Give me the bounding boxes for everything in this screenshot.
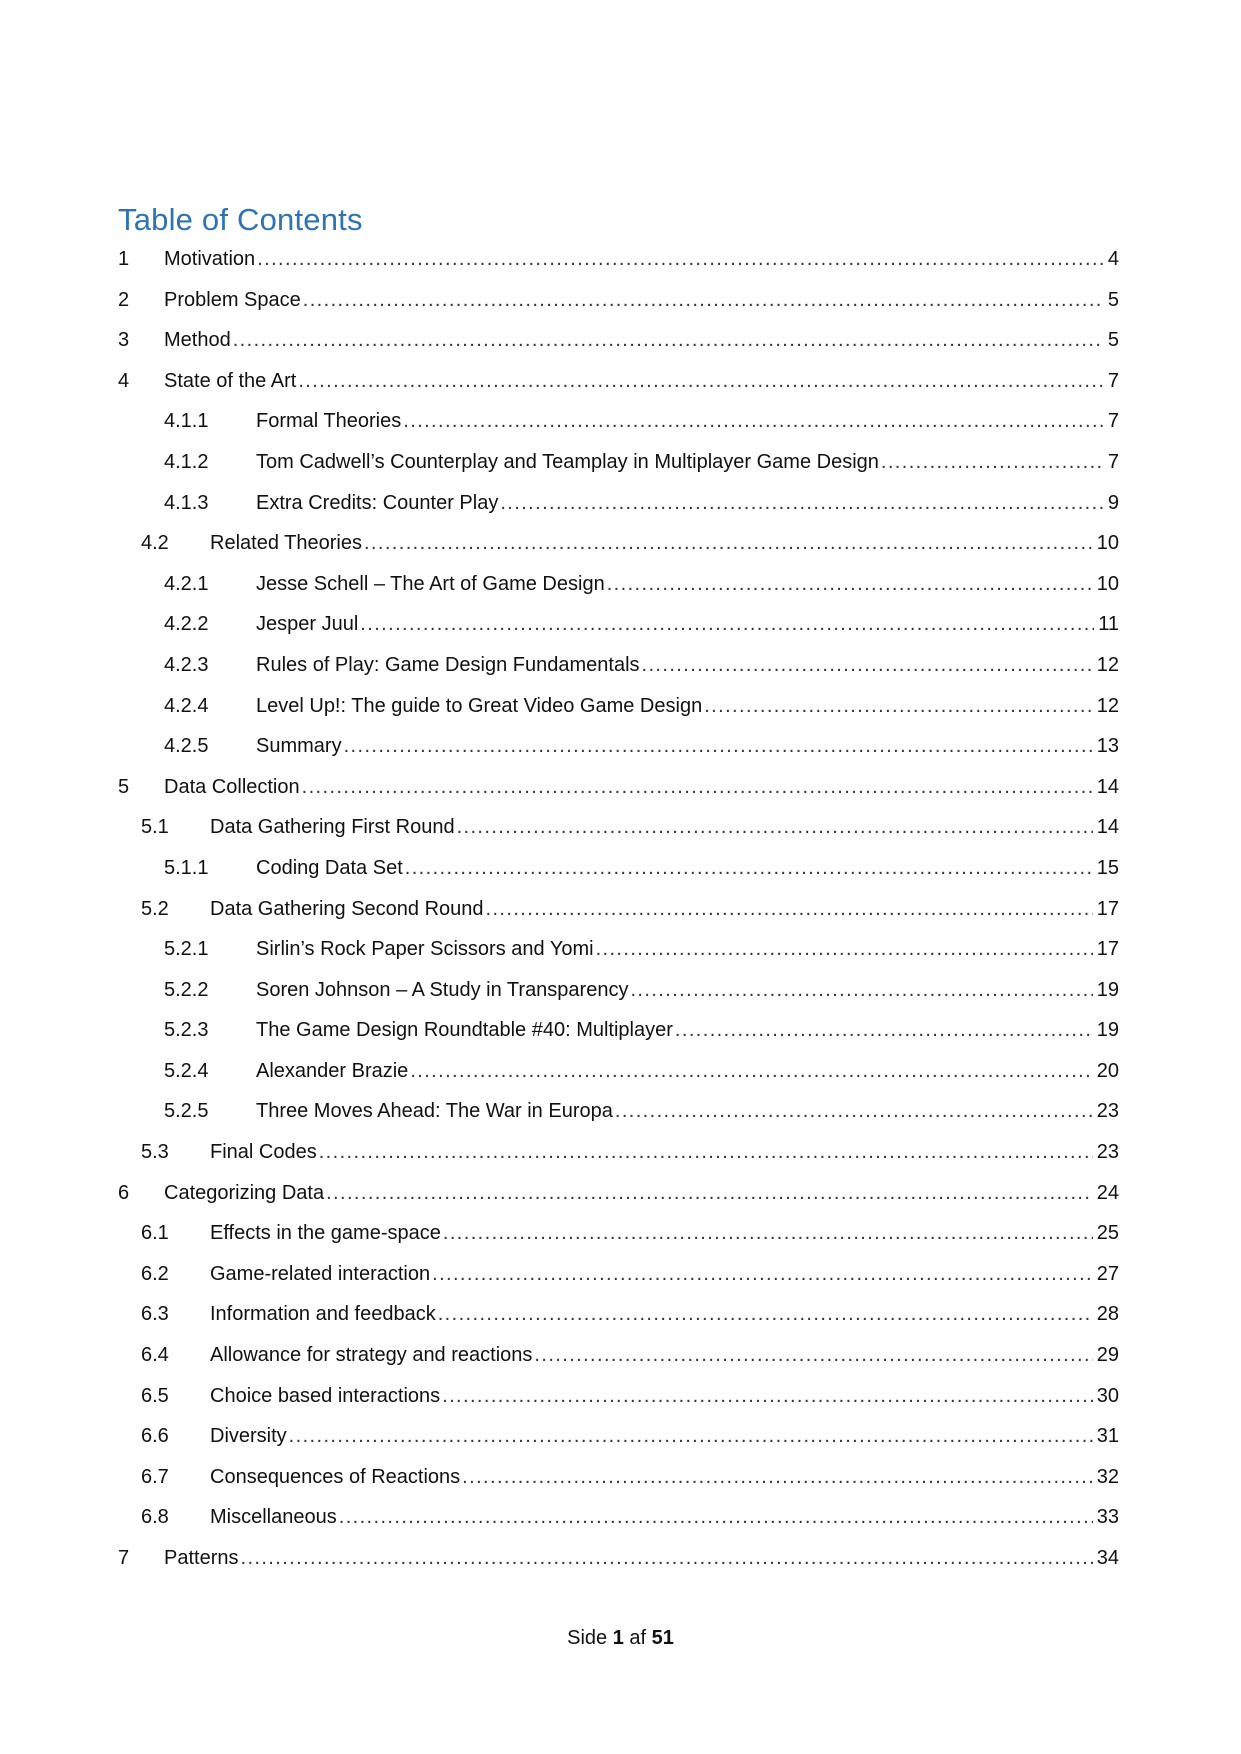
- toc-entry-page-number: 14: [1096, 816, 1119, 839]
- toc-entry[interactable]: [118, 691, 1119, 732]
- toc-entry-number: 4.1.2: [164, 450, 209, 473]
- toc-entry-number: 6: [118, 1181, 130, 1204]
- toc-entry-number: 4.2.2: [164, 613, 209, 636]
- toc-entry-page-number: 19: [1096, 978, 1119, 1001]
- toc-entry-label: Allowance for strategy and reactions: [210, 1344, 533, 1367]
- toc-entry-label: Choice based interactions: [210, 1384, 441, 1407]
- toc-entry-page-number: 27: [1096, 1262, 1119, 1285]
- toc-dot-leader: [615, 1096, 1093, 1126]
- toc-entry-label: Soren Johnson – A Study in Transparency: [256, 978, 629, 1001]
- toc-dot-leader: [457, 812, 1093, 842]
- toc-dot-leader: [326, 1178, 1093, 1208]
- toc-dot-leader: [642, 650, 1093, 680]
- toc-entry-label: Game-related interaction: [210, 1262, 431, 1285]
- toc-entry-page-number: 31: [1096, 1425, 1119, 1448]
- toc-entry[interactable]: [118, 650, 1119, 691]
- toc-entry-page-number: 9: [1107, 491, 1119, 514]
- toc-entry[interactable]: [118, 934, 1119, 975]
- toc-entry-label: Information and feedback: [210, 1303, 436, 1326]
- toc-entry-page-number: 12: [1096, 653, 1119, 676]
- toc-entry[interactable]: [118, 366, 1119, 407]
- toc-entry[interactable]: [118, 731, 1119, 772]
- toc-entry[interactable]: [118, 1462, 1119, 1503]
- toc-entry-page-number: 7: [1107, 369, 1119, 392]
- toc-entry-number: 5.2.4: [164, 1059, 209, 1082]
- toc-entry[interactable]: [118, 1178, 1119, 1219]
- toc-dot-leader: [257, 244, 1104, 274]
- toc-entry[interactable]: [118, 975, 1119, 1016]
- toc-entry-number: 4.2.5: [164, 735, 209, 758]
- toc-dot-leader: [289, 1421, 1093, 1451]
- toc-entry-page-number: 14: [1096, 775, 1119, 798]
- toc-entry[interactable]: [118, 488, 1119, 529]
- toc-entry-label: Categorizing Data: [164, 1181, 325, 1204]
- toc-dot-leader: [360, 609, 1094, 639]
- toc-entry-page-number: 4: [1107, 248, 1119, 270]
- toc-entry-page-number: 17: [1096, 938, 1119, 961]
- toc-entry-label: The Game Design Roundtable #40: Multiplayer: [256, 1019, 673, 1042]
- toc-dot-leader: [630, 975, 1092, 1005]
- toc-dot-leader: [432, 1259, 1093, 1289]
- toc-entry-page-number: 29: [1096, 1344, 1119, 1367]
- toc-entry-page-number: 11: [1098, 613, 1119, 636]
- toc-entry-number: 6.7: [141, 1465, 169, 1488]
- toc-entry-number: 6.4: [141, 1344, 169, 1367]
- toc-entry-page-number: 28: [1096, 1303, 1119, 1326]
- toc-entry-page-number: 20: [1096, 1059, 1119, 1082]
- toc-entry-number: 6.5: [141, 1384, 169, 1407]
- toc-entry[interactable]: [118, 1137, 1119, 1178]
- toc-entry-page-number: 10: [1096, 532, 1119, 555]
- toc-entry[interactable]: [118, 1259, 1119, 1300]
- toc-entry-label: Data Gathering First Round: [210, 816, 455, 839]
- toc-entry-number: 1: [118, 248, 130, 270]
- toc-entry-label: Summary: [256, 735, 342, 758]
- toc-entry-label: Coding Data Set: [256, 856, 403, 879]
- toc-entry[interactable]: [118, 1421, 1119, 1462]
- toc-entry-label: Motivation: [164, 248, 256, 270]
- toc-entry-number: 2: [118, 288, 130, 311]
- toc-dot-leader: [403, 406, 1104, 436]
- toc-entry-label: Tom Cadwell’s Counterplay and Teamplay in Multiplayer Game Design: [256, 450, 879, 473]
- toc-entry-number: 4.2.4: [164, 694, 209, 717]
- toc-entry-number: 3: [118, 329, 130, 352]
- toc-entry-label: Sirlin’s Rock Paper Scissors and Yomi: [256, 938, 594, 961]
- toc-list: [118, 244, 1119, 1584]
- toc-entry-page-number: 5: [1107, 329, 1119, 352]
- toc-entry[interactable]: [118, 569, 1119, 610]
- toc-entry-label: Final Codes: [210, 1141, 317, 1164]
- toc-entry-number: 7: [118, 1547, 130, 1569]
- page-footer: [0, 1627, 1241, 1650]
- toc-dot-leader: [596, 934, 1093, 964]
- toc-entry-number: 4.2.1: [164, 572, 209, 595]
- toc-entry-number: 4.2: [141, 532, 169, 555]
- toc-entry[interactable]: [118, 285, 1119, 326]
- toc-dot-leader: [607, 569, 1093, 599]
- toc-dot-leader: [442, 1381, 1093, 1411]
- toc-entry-number: 6.1: [141, 1222, 169, 1245]
- toc-entry-label: Formal Theories: [256, 410, 402, 433]
- toc-title: Table of Contents: [118, 202, 363, 237]
- toc-entry[interactable]: [118, 894, 1119, 935]
- toc-entry[interactable]: [118, 853, 1119, 894]
- toc-entry-number: 5.2.5: [164, 1100, 209, 1123]
- toc-entry-number: 4.2.3: [164, 653, 209, 676]
- toc-entry-number: 6.2: [141, 1262, 169, 1285]
- toc-entry-label: Consequences of Reactions: [210, 1465, 461, 1488]
- toc-entry-number: 5: [118, 775, 130, 798]
- toc-entry-number: 4.1.1: [164, 410, 209, 433]
- toc-entry-label: Level Up!: The guide to Great Video Game Design: [256, 694, 703, 717]
- toc-dot-leader: [240, 1543, 1092, 1573]
- footer-separator: af: [629, 1627, 647, 1649]
- toc-entry-number: 5.2.2: [164, 978, 209, 1001]
- toc-entry-label: Data Gathering Second Round: [210, 897, 484, 920]
- toc-entry[interactable]: [118, 1543, 1119, 1584]
- toc-dot-leader: [405, 853, 1093, 883]
- toc-entry-number: 5.2: [141, 897, 169, 920]
- toc-entry[interactable]: [118, 609, 1119, 650]
- toc-entry-page-number: 33: [1096, 1506, 1119, 1529]
- toc-dot-leader: [364, 528, 1093, 558]
- toc-entry-label: Rules of Play: Game Design Fundamentals: [256, 653, 640, 676]
- toc-dot-leader: [339, 1502, 1093, 1532]
- toc-entry[interactable]: [118, 1056, 1119, 1097]
- toc-entry-number: 5.2.1: [164, 938, 209, 961]
- toc-dot-leader: [233, 325, 1104, 355]
- toc-dot-leader: [303, 285, 1104, 315]
- toc-entry-number: 6.6: [141, 1425, 169, 1448]
- toc-entry-page-number: 24: [1096, 1181, 1119, 1204]
- toc-entry[interactable]: [118, 325, 1119, 366]
- toc-entry-label: Jesse Schell – The Art of Game Design: [256, 572, 605, 595]
- toc-entry-label: Extra Credits: Counter Play: [256, 491, 499, 514]
- toc-entry[interactable]: [118, 772, 1119, 813]
- toc-dot-leader: [438, 1299, 1093, 1329]
- toc-entry-number: 5.3: [141, 1141, 169, 1164]
- toc-entry-page-number: 23: [1096, 1141, 1119, 1164]
- footer-prefix: Side: [567, 1627, 608, 1649]
- toc-entry-page-number: 13: [1096, 735, 1119, 758]
- toc-entry-number: 4: [118, 369, 130, 392]
- toc-entry[interactable]: [118, 1340, 1119, 1381]
- toc-entry-page-number: 32: [1096, 1465, 1119, 1488]
- toc-entry-label: Diversity: [210, 1425, 287, 1448]
- toc-dot-leader: [881, 447, 1104, 477]
- toc-entry[interactable]: [118, 447, 1119, 488]
- toc-entry-number: 5.1: [141, 816, 169, 839]
- toc-entry-label: Method: [164, 329, 231, 352]
- toc-entry[interactable]: [118, 812, 1119, 853]
- toc-dot-leader: [704, 691, 1093, 721]
- toc-dot-leader: [486, 894, 1093, 924]
- footer-total-pages: 51: [651, 1627, 674, 1649]
- toc-entry-label: Miscellaneous: [210, 1506, 337, 1529]
- toc-entry-page-number: 15: [1096, 856, 1119, 879]
- toc-entry-label: Jesper Juul: [256, 613, 359, 636]
- toc-entry-page-number: 30: [1096, 1384, 1119, 1407]
- toc-dot-leader: [410, 1056, 1092, 1086]
- toc-entry-number: 5.2.3: [164, 1019, 209, 1042]
- toc-entry[interactable]: [118, 1381, 1119, 1422]
- toc-entry-label: Related Theories: [210, 532, 362, 555]
- toc-entry-page-number: 17: [1096, 897, 1119, 920]
- toc-entry[interactable]: [118, 1015, 1119, 1056]
- toc-entry-label: Data Collection: [164, 775, 300, 798]
- toc-entry[interactable]: [118, 1218, 1119, 1259]
- toc-dot-leader: [675, 1015, 1093, 1045]
- toc-entry-page-number: 23: [1096, 1100, 1119, 1123]
- toc-entry-page-number: 7: [1107, 410, 1119, 433]
- toc-entry-label: Three Moves Ahead: The War in Europa: [256, 1100, 613, 1123]
- toc-dot-leader: [298, 366, 1104, 396]
- footer-current-page: 1: [612, 1627, 624, 1649]
- toc-entry-page-number: 34: [1096, 1547, 1119, 1569]
- toc-entry-label: Problem Space: [164, 288, 301, 311]
- toc-dot-leader: [319, 1137, 1093, 1167]
- toc-entry-label: Patterns: [164, 1547, 239, 1569]
- toc-entry[interactable]: [118, 1299, 1119, 1340]
- toc-entry-label: Alexander Brazie: [256, 1059, 409, 1082]
- toc-entry-label: Effects in the game-space: [210, 1222, 441, 1245]
- toc-dot-leader: [344, 731, 1093, 761]
- toc-entry-page-number: 7: [1107, 450, 1119, 473]
- toc-dot-leader: [462, 1462, 1093, 1492]
- toc-entry-number: 6.3: [141, 1303, 169, 1326]
- toc-entry-number: 4.1.3: [164, 491, 209, 514]
- toc-entry-number: 5.1.1: [164, 856, 209, 879]
- toc-dot-leader: [500, 488, 1104, 518]
- toc-entry[interactable]: [118, 528, 1119, 569]
- toc-entry-label: State of the Art: [164, 369, 297, 392]
- toc-entry[interactable]: [118, 1502, 1119, 1543]
- toc-entry-page-number: 19: [1096, 1019, 1119, 1042]
- toc-dot-leader: [302, 772, 1093, 802]
- toc-dot-leader: [443, 1218, 1093, 1248]
- toc-entry[interactable]: [118, 1096, 1119, 1137]
- toc-entry[interactable]: [118, 244, 1119, 285]
- toc-entry-page-number: 12: [1096, 694, 1119, 717]
- toc-entry-page-number: 5: [1107, 288, 1119, 311]
- toc-entry-page-number: 25: [1096, 1222, 1119, 1245]
- toc-entry[interactable]: [118, 406, 1119, 447]
- toc-entry-page-number: 10: [1096, 572, 1119, 595]
- toc-entry-number: 6.8: [141, 1506, 169, 1529]
- toc-dot-leader: [534, 1340, 1092, 1370]
